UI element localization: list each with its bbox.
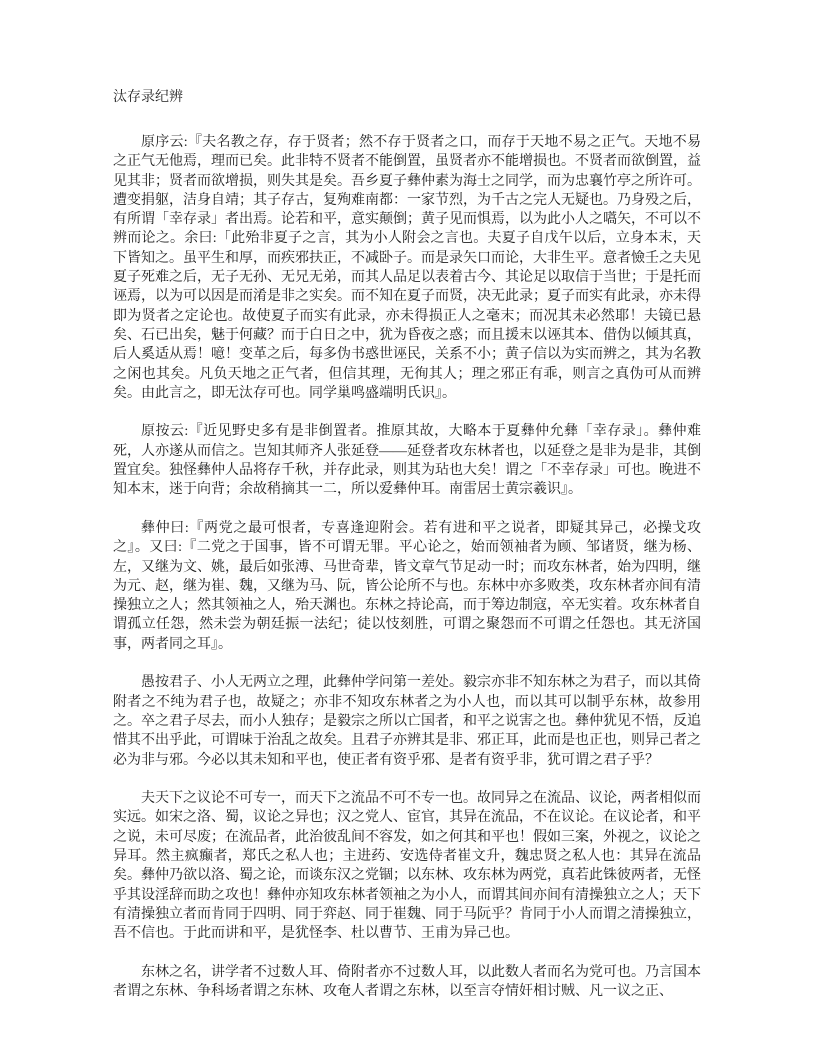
document-body	[113, 133, 701, 1001]
paragraph-yizhong-quote: 彝仲曰:『两党之最可恨者，专喜逢迎附会。若有进和平之说者，即疑其异己，必操戈攻之』。又曰:『二党之于国事，皆不可谓无罪。平心论之，始而领袖者为顾、邹诸贤，继为杨、左，又继为文、姚，最后如张溥、马世奇辈，皆文章气节足动一时；而攻东林者，始为四明，继为元、赵，继为崔、魏，又继为马、阮，皆公论所不与也。东林中亦多败类，攻东林者亦间有清操独立之人；然其领袖之人，殆天渊也。东林之持论高，而于筹边制寇，卒无实着。攻东林者自谓孤立任怨，然未尝为朝廷振一法纪；徒以忮刻胜，可谓之聚怨而不可谓之任怨也。其无济国事，两者同之耳』。	[113, 520, 701, 652]
paragraph-donglin-name: 东林之名，讲学者不过数人耳、倚附者亦不过数人耳，以此数人者而名为党可也。乃言国本者谓之东林、争科场者谓之东林、攻奄人者谓之东林，以至言夺情奸相讨贼、凡一议之正、	[113, 964, 701, 1000]
document-title: 汰存录纪辨	[113, 90, 183, 105]
paragraph-commentary-junzi: 愚按君子、小人无两立之理，此彝仲学问第一差处。毅宗亦非不知东林之为君子，而以其倚附者之不纯为君子也，故疑之；亦非不知攻东林者之为小人也，而以其可以制乎东林，故参用之。卒之君子尽去，而小人独存；是毅宗之所以亡国者，和平之说害之也。彝仲犹见不悟，反追惜其不出乎此，可谓味于治乱之故矣。且君子亦辨其是非、邪正耳，此而是也正也，则异己者之必为非与邪。今必以其未知和平也，使正者有资乎邪、是者有资乎非，犹可谓之君子乎？	[113, 675, 701, 768]
paragraph-original-preface: 原序云:『夫名教之存，存于贤者；然不存于贤者之口，而存于天地不易之正气。天地不易之正气无他焉，理而已矣。此非特不贤者不能倒置，虽贤者亦不能增损也。不贤者而欲倒置，益见其非；贤者而欲增损，则失其是矣。吾乡夏子彝仲素为海士之同学，而为忠襄竹亭之所许可。遭变捐躯，洁身自靖；其子存古，复殉难南都：一家节烈，为千古之完人无疑也。乃身殁之后，有所谓「幸存录」者出焉。论若和平，意实颠倒；黄子见而惧焉，以为此小人之嚆矢，不可以不辨而论之。余曰:「此殆非夏子之言，其为小人附会之言也。夫夏子自戊午以后，立身本末，天下皆知之。虽平生和厚，而疾邪扶正，不减卧子。而是录矢口而论，大非生平。意者憸壬之夫见夏子死难之后，无子无孙、无兄无弟，而其人品足以表着古今、其论足以取信于当世；于是托而诬焉，以为可以因是而淆是非之实矣。而不知在夏子而贤，决无此录；夏子而实有此录，亦未得即为贤者之定论也。故使夏子而实有此录，亦未得损正人之毫末；而况其未必然耶！夫镜已悬矣、石已出矣，魅于何藏？而于白日之中，犹为昏夜之惑；而且援末以诬其本、借伪以倾其真，后人奚适从焉！噫！变革之后，每多伪书惑世诬民，关系不小；黄子信以为实而辨之，其为名教之闲也其矣。凡负天地之正气者，但信其理，无徇其人；理之邪正有乖，则言之真伪可从而辨矣。由此言之，即无汰存可也。同学巢鸣盛端明氏识』。	[113, 135, 701, 401]
paragraph-commentary-yilun: 夫天下之议论不可专一，而天下之流品不可不专一也。故同异之在流品、议论，两者相似而实远。如宋之洛、蜀，议论之异也；汉之党人、宦官，其异在流品，不在议论。在议论者，和平之说，未可尽废；在流品者，此治彼乱间不容发，如之何其和平也！假如三案，外视之，议论之异耳。然主疯癫者，郑氏之私人也；主进药、安选侍者崔文升，魏忠贤之私人也：其异在流品矣。彝仲乃欲以洛、蜀之论，而谈东汉之党锢；以东林、攻东林为两党，真若此铢彼两者，无怪乎其设淫辞而助之攻也！彝仲亦知攻东林者领袖之为小人，而谓其间亦间有清操独立之人；天下有清操独立者而肯同于四明、同于弈赵、同于崔魏、同于马阮乎？肯同于小人而谓之清操独立，吾不信也。于此而讲和平，是犹怪李、杜以曹节、王甫为异己也。	[113, 791, 701, 942]
paragraph-original-note: 原按云:『近见野史多有是非倒置者。推原其故，大略本于夏彝仲允彝「幸存录」。彝仲难死，人亦遂从而信之。岂知其师齐人张延登——延登者攻东林者也，以延登之是非为是非，其倒置宜矣。独怪彝仲人品将存千秋，并存此录，则其为玷也大矣！谓之「不幸存录」可也。晚进不知本末，迷于向背；余故稍摘其一二，所以爱彝仲耳。南雷居士黄宗羲识』。	[113, 424, 701, 498]
